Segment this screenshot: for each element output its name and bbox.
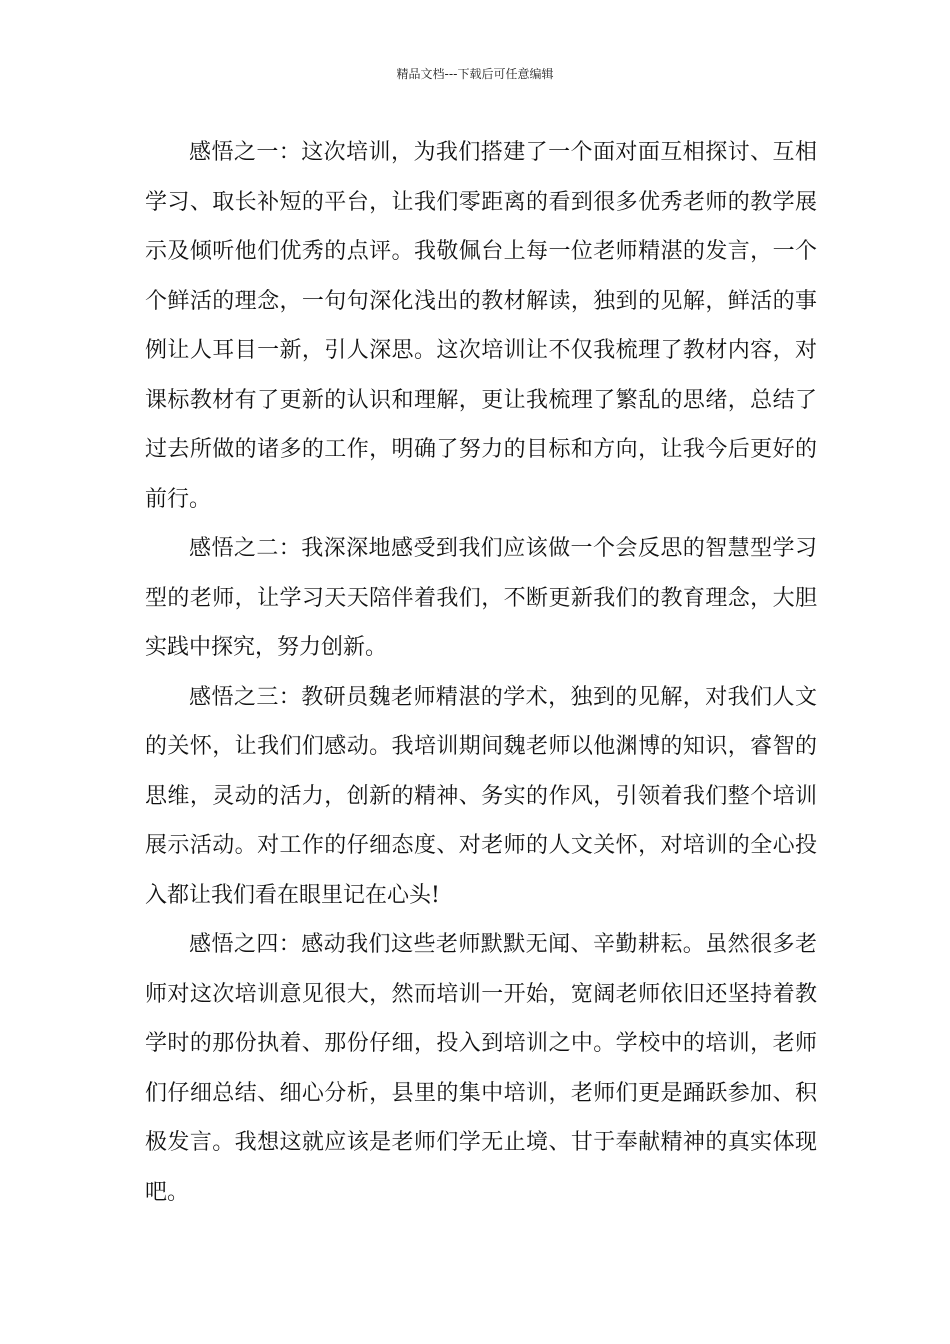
paragraph-2: 感悟之二：我深深地感受到我们应该做一个会反思的智慧型学习型的老师，让学习天天陪伴着我们，不断更新我们的教育理念，大胆实践中探究，努力创新。 bbox=[145, 536, 817, 660]
paragraph-1: 感悟之一：这次培训，为我们搭建了一个面对面互相探讨、互相学习、取长补短的平台，让我们零距离的看到很多优秀老师的教学展示及倾听他们优秀的点评。我敬佩台上每一位老师精湛的发言，一个个鲜活的理念，一句句深化浅出的教材解读，独到的见解，鲜活的事例让人耳目一新，引人深思。这次培训让不仅我梳理了教材内容，对课标教材有了更新的认识和理解，更让我梳理了繁乱的思绪，总结了过去所做的诸多的工作，明确了努力的目标和方向，让我今后更好的前行。 bbox=[145, 140, 817, 512]
paragraph-4: 感悟之四：感动我们这些老师默默无闻、辛勤耕耘。虽然很多老师对这次培训意见很大，然而培训一开始，宽阔老师依旧还坚持着教学时的那份执着、那份仔细，投入到培训之中。学校中的培训，老师们仔细总结、细心分析，县里的集中培训，老师们更是踊跃参加、积极发言。我想这就应该是老师们学无止境、甘于奉献精神的真实体现吧。 bbox=[145, 932, 817, 1205]
page-header: 精品文档---下载后可任意编辑 bbox=[396, 67, 554, 81]
paragraph-3: 感悟之三：教研员魏老师精湛的学术，独到的见解，对我们人文的关怀，让我们们感动。我培训期间魏老师以他渊博的知识，睿智的思维，灵动的活力，创新的精神、务实的作风，引领着我们整个培训展示活动。对工作的仔细态度、对老师的人文关怀，对培训的全心投入都让我们看在眼里记在心头! bbox=[145, 684, 817, 908]
document-body bbox=[145, 128, 817, 1217]
